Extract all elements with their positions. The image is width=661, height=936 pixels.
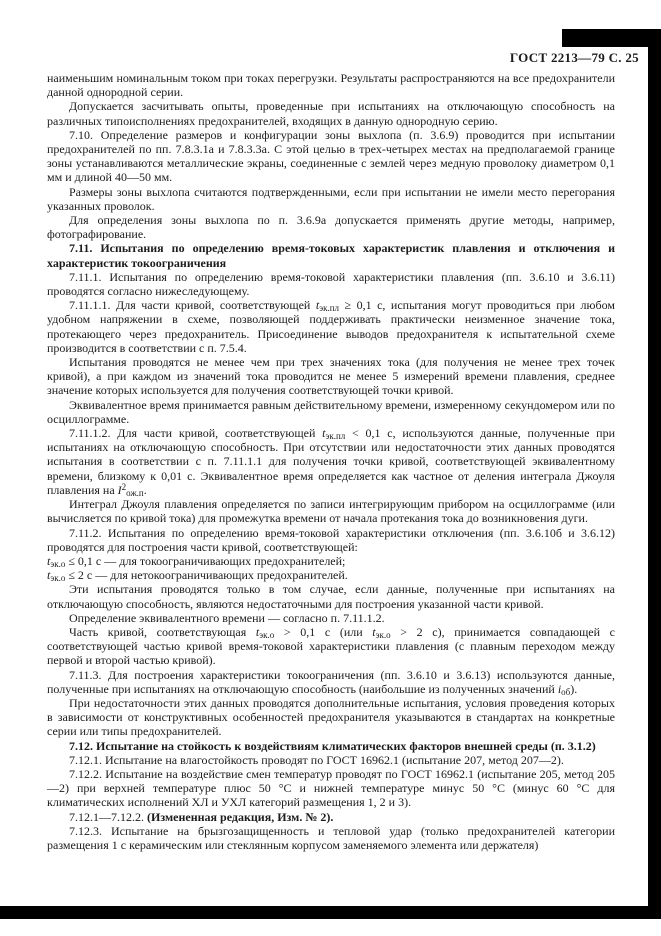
document-number: ГОСТ 2213—79 С. 25 [509, 50, 639, 65]
paragraph: 7.11.2. Испытания по определению время-токовой характеристики отключения (пп. 3.6.10б и 3.6.12) проводятся для построения части кривой, соответствующей: [47, 525, 615, 554]
paragraph: наименьшим номинальным током при токах перегрузки. Результаты распространяются на все предохранители данной однородной серии. [47, 71, 615, 100]
paragraph: 7.11.1. Испытания по определению время-токовой характеристики плавления (пп. 3.6.10 и 3.6.11) проводятся согласно нижеследующему. [47, 269, 615, 299]
paragraph: Испытания проводятся не менее чем при трех значениях тока (для получения не менее трех точек кривой), а при каждом из значений тока проводится не менее 5 измерений времени плавления, среднее значение которых используется для получения соответствующей точки кривой. [47, 355, 615, 398]
paragraph: 7.10. Определение размеров и конфигурации зоны выхлопа (п. 3.6.9) проводится при испытании предохранителей по пп. 7.8.3.1а и 7.8.3.3а. С этой целью в трех-четырех местах на предполагаемой границе зоны устанавливаются металлические экраны, соединенные с землей через медную проволоку диаметром 0,1 мм и длиной 40—50 мм. [47, 127, 615, 185]
paragraph: $t_{эк.о} \le 0,1$ с — для токоограничивающих предохранителей; [47, 553, 346, 569]
paragraph: Размеры зоны выхлопа считаются подтвержденными, если при испытании не имели место перегорания указанных проволок. [47, 184, 615, 213]
paragraph: 7.12.3. Испытание на брызгозащищенность и тепловой удар (только предохранителей категории размещения 1 с керамическим или стеклянным корпусом заменяемого элемента или держателя) [47, 823, 615, 852]
paragraph: 7.12.1. Испытание на влагостойкость проводят по ГОСТ 16962.1 (испытание 207, метод 207—2). [69, 752, 564, 767]
section-heading: 7.11. Испытания по определению время-токовых характеристик плавления и отключения и характеристик токоограничения [47, 241, 615, 270]
paragraph: Для определения зоны выхлопа по п. 3.6.9а допускается применять другие методы, например, фотографирование. [47, 213, 615, 242]
paragraph: 7.12.1—7.12.2. (Измененная редакция, Изм. № 2). [69, 809, 334, 824]
scan-artifact-top-right [562, 29, 661, 47]
paragraph: $t_{эк.о} \le 2$ с — для нетокоограничивающих предохранителей. [47, 568, 348, 584]
paragraph: Часть кривой, соответствующая $t_{эк.о} > 0,1$ с (или $t_{эк.о} > 2$ с), принимается совпадающей с соответствующей частью кривой время-токовой характеристики плавления (с плавным переходом между первой и второй частью кривой). [47, 624, 616, 668]
paragraph: 7.12.2. Испытание на воздействие смен температур проводят по ГОСТ 16962.1 (испытание 205, метод 205—2) при верхней температуре плюс 50 °С и нижней температуре минус 50 °С (минус 60 °С для климатических исполнений ХЛ и УХЛ категорий размещения 1, 2 и 3). [47, 766, 615, 810]
paragraph: Интеграл Джоуля плавления определяется по записи интегрирующим прибором на осциллограмме (или вычисляется по кривой тока) для промежутка времени от начала протекания тока до возникновения дуги. [47, 497, 615, 526]
paragraph: Допускается засчитывать опыты, проведенные при испытаниях на отключающую способность на различных типоисполнениях предохранителей, входящих в данную однородную серию. [47, 99, 615, 128]
paragraph: Эквивалентное время принимается равным действительному времени, измеренному секундомером или по осциллограмме. [47, 397, 615, 426]
page-header [510, 50, 639, 66]
document-body [47, 71, 615, 852]
paragraph: 7.11.1.1. Для части кривой, соответствующей $t_{эк.пл} \ge 0,1$ с, испытания могут проводиться при любом удобном напряжении в схеме, позволяющей поддерживать практически неизменное значение тока, протекающего через предохранитель. Присоединение выводов предохранителя к испытательной схеме производится в соответствии с п. 7.5.4. [47, 298, 615, 355]
scan-artifact-bottom-edge [0, 906, 661, 919]
paragraph: 7.11.1.2. Для части кривой, соответствующей $t_{эк.пл} < 0,1$ с, используются данные, полученные при испытаниях на отключающую способность. При отсутствии или недостаточности этих данных проводятся испытания в соответствии с п. 7.11.1.1 для получения точки кривой, соответствующей эквивалентному времени, близкому к 0,01 с. Эквивалентное время определяется как частное от деления интеграла Джоуля плавления на $I^2_{ож.п}$. [47, 426, 616, 498]
paragraph: Определение эквивалентного времени — согласно п. 7.11.1.2. [69, 610, 385, 625]
paragraph: Эти испытания проводятся только в том случае, если данные, полученные при испытаниях на отключающую способность, являются недостаточными для построения указанной части кривой. [47, 582, 615, 611]
section-heading: 7.12. Испытание на стойкость к воздействиям климатических факторов внешней среды (п. 3.1.2) [69, 738, 596, 753]
paragraph: 7.11.3. Для построения характеристики токоограничения (пп. 3.6.10 и 3.6.13) используются данные, полученные при испытаниях на отключающую способность (наибольшие из полученных значений $i_{об}$). [47, 667, 615, 697]
scan-artifact-right-edge [648, 29, 661, 919]
paragraph: При недостаточности этих данных проводятся дополнительные испытания, условия проведения которых в зависимости от конструктивных особенностей предохранителя указываются в стандартах на конкретные серии или типы предохранителей. [47, 695, 615, 739]
